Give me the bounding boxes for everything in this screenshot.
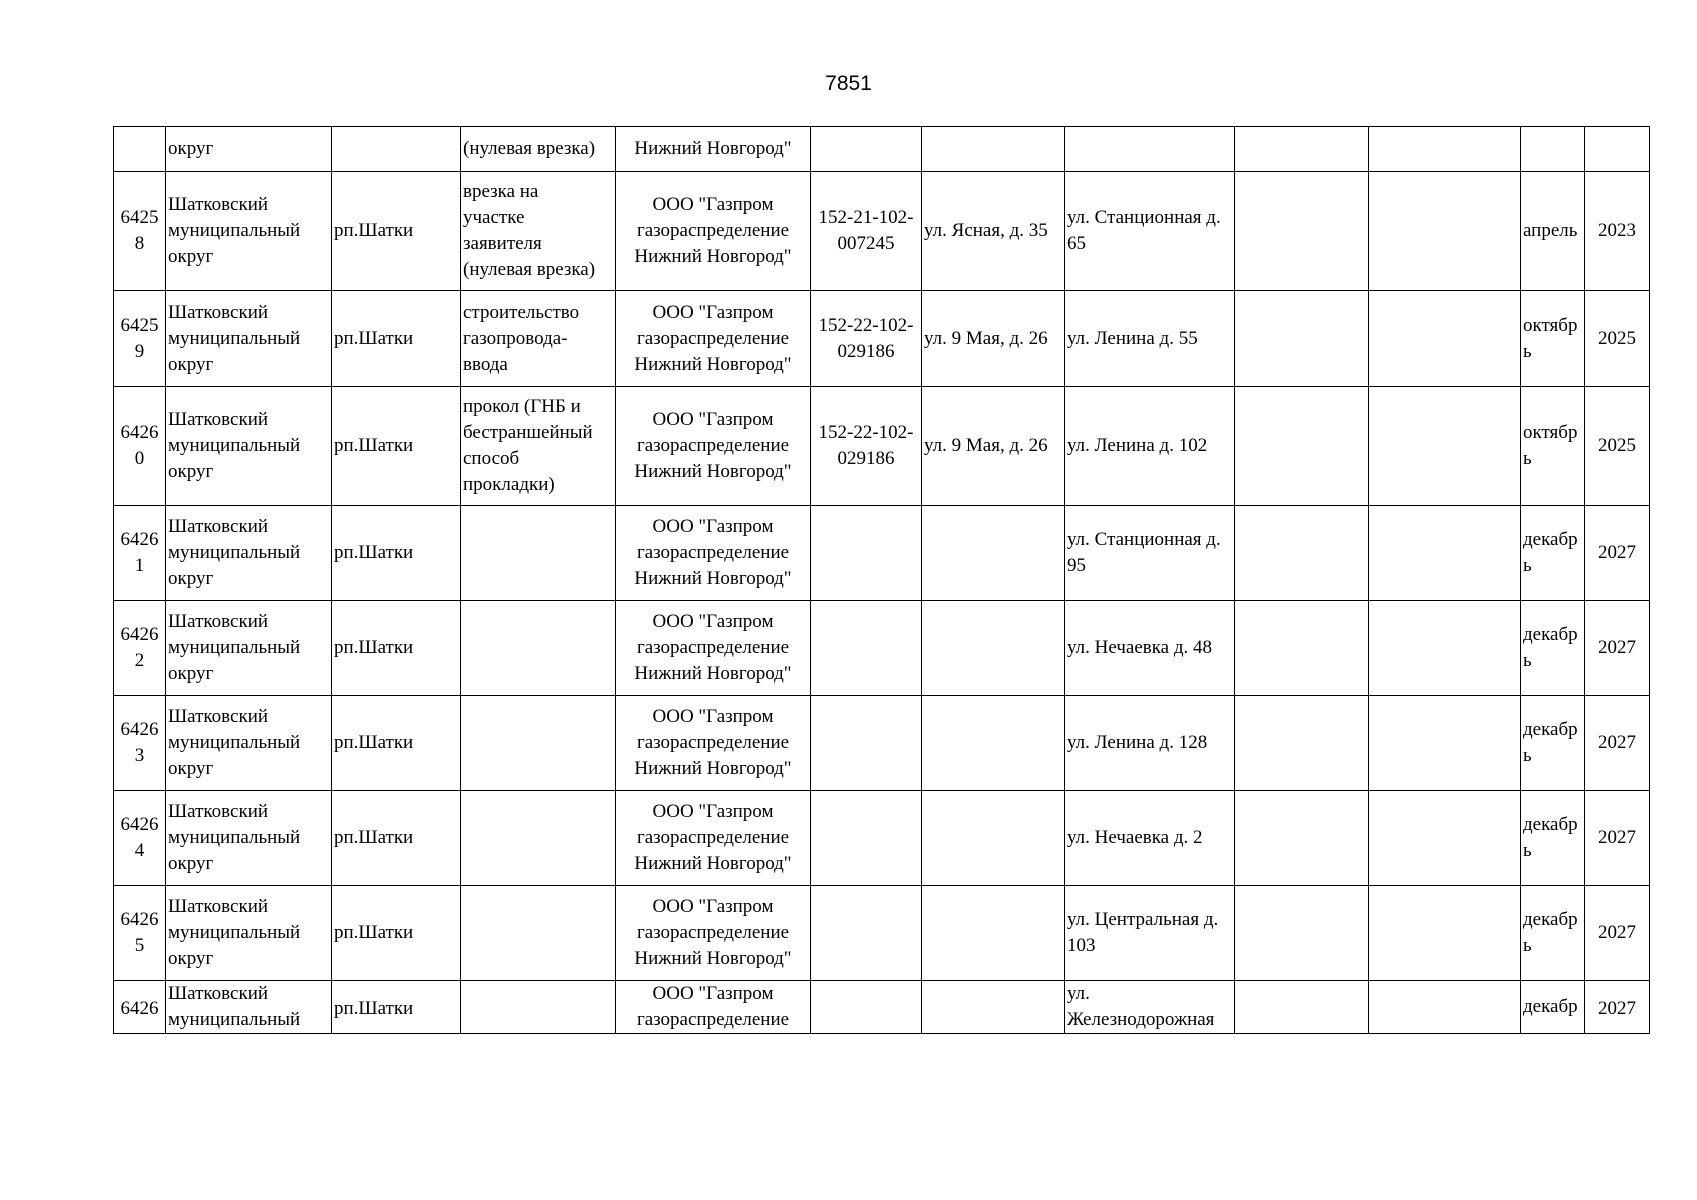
cell-text-line: ул. Ленина д. 128 [1067, 732, 1208, 753]
cell-text-line: ь [1523, 448, 1532, 469]
cell-text-line: округ [168, 353, 214, 375]
cell-empty [1369, 387, 1521, 506]
cell-text-line: ул. Ленина д. 102 [1067, 435, 1208, 456]
cell-empty [1235, 506, 1369, 601]
cell-code [811, 291, 922, 387]
cell-month [1521, 601, 1585, 696]
cell-text-line: ООО "Газпром [652, 409, 774, 430]
cell-month [1521, 127, 1585, 172]
cell-number [114, 886, 166, 981]
cell-year [1585, 127, 1650, 172]
cell-text: рп.Шатки [334, 922, 414, 943]
cell-number [114, 791, 166, 886]
cell-text-line: муниципальный [168, 327, 301, 349]
cell-work-type [461, 387, 616, 506]
cell-text: 2027 [1598, 998, 1636, 1019]
cell-number [114, 387, 166, 506]
cell-year [1585, 886, 1650, 981]
cell-text-line: 6426 [120, 624, 159, 645]
cell-text-line: заявителя [463, 233, 542, 254]
cell-text-line: способ [463, 448, 520, 469]
cell-work-type [461, 696, 616, 791]
cell-from-address [922, 127, 1065, 172]
cell-work-type [461, 127, 616, 172]
cell-text: рп.Шатки [334, 327, 414, 349]
cell-text-line: Шатковский [168, 194, 269, 215]
cell-text-line: ООО "Газпром [652, 983, 774, 1004]
cell-from-address [922, 886, 1065, 981]
cell-district [166, 506, 332, 601]
cell-text-line: Железнодорожная [1067, 1009, 1215, 1030]
cell-month [1521, 791, 1585, 886]
cell-district [166, 291, 332, 387]
cell-text-line: газораспределение [636, 435, 790, 456]
cell-text-line: 5 [134, 935, 145, 956]
cell-text-line: газораспределение [636, 327, 790, 349]
cell-organization [616, 886, 811, 981]
cell-text-line: ООО "Газпром [652, 896, 774, 917]
cell-text-line: Шатковский [168, 896, 269, 917]
cell-text-line: ООО "Газпром [652, 706, 774, 727]
cell-from-address [922, 696, 1065, 791]
cell-text-line: муниципальный [168, 827, 301, 848]
cell-text-line: ООО "Газпром [652, 611, 774, 632]
cell-text-line: ООО "Газпром [652, 516, 774, 537]
cell-empty [1235, 601, 1369, 696]
cell-text-line: 8 [134, 233, 145, 254]
cell-text-line: (нулевая врезка) [463, 138, 596, 159]
cell-empty [1369, 791, 1521, 886]
cell-year [1585, 601, 1650, 696]
cell-text: рп.Шатки [334, 827, 414, 848]
cell-settlement [332, 886, 461, 981]
cell-text-line: газопровода- [463, 327, 568, 349]
cell-text-line: Нижний Новгород" [634, 948, 792, 969]
cell-text-line: Нижний Новгород" [634, 461, 792, 482]
cell-text: 2027 [1598, 827, 1636, 848]
cell-to-address [1065, 601, 1235, 696]
cell-text-line: Нижний Новгород" [634, 138, 792, 159]
cell-text-line: декабр [1523, 814, 1578, 835]
cell-text-line: газораспределение [636, 1009, 790, 1030]
cell-text-line: ООО "Газпром [652, 301, 774, 323]
cell-number [114, 981, 166, 1034]
cell-code [811, 791, 922, 886]
cell-district [166, 127, 332, 172]
cell-text-line: газораспределение [636, 732, 790, 753]
cell-work-type [461, 886, 616, 981]
cell-text-line: декабр [1523, 996, 1578, 1017]
cell-text: рп.Шатки [334, 637, 414, 658]
cell-month [1521, 886, 1585, 981]
cell-text-line: октябр [1523, 314, 1578, 336]
cell-text-line: октябр [1523, 422, 1578, 443]
cell-text-line: Шатковский [168, 706, 269, 727]
cell-text-line: декабр [1523, 909, 1578, 930]
cell-text: 2027 [1598, 637, 1636, 658]
cell-text-line: Нижний Новгород" [634, 758, 792, 779]
cell-text-line: округ [168, 758, 214, 779]
cell-from-address [922, 506, 1065, 601]
cell-text-line: декабр [1523, 624, 1578, 645]
cell-empty [1235, 291, 1369, 387]
cell-empty [1369, 127, 1521, 172]
cell-text-line: округ [168, 853, 214, 874]
cell-text-line: ул. Ясная, д. 35 [924, 220, 1048, 241]
cell-text-line: 65 [1067, 233, 1086, 254]
table-row [114, 127, 1650, 172]
cell-month [1521, 172, 1585, 291]
cell-text-line: Нижний Новгород" [634, 353, 792, 375]
cell-text-line: 6426 [120, 909, 159, 930]
cell-month [1521, 387, 1585, 506]
cell-text-line: 6425 [120, 207, 159, 228]
cell-code [811, 506, 922, 601]
cell-text-line: участке [463, 207, 525, 228]
cell-from-address [922, 172, 1065, 291]
cell-month [1521, 981, 1585, 1034]
cell-month [1521, 291, 1585, 387]
table-row [114, 291, 1650, 387]
cell-text-line: муниципальный [168, 732, 301, 753]
cell-empty [1369, 696, 1521, 791]
cell-settlement [332, 506, 461, 601]
cell-text-line: муниципальный [168, 542, 301, 563]
cell-text-line: газораспределение [636, 220, 790, 241]
cell-text-line: газораспределение [636, 637, 790, 658]
cell-text-line: 152-21-102- [818, 207, 914, 228]
cell-number [114, 172, 166, 291]
cell-organization [616, 506, 811, 601]
cell-empty [1235, 172, 1369, 291]
cell-text-line: декабр [1523, 719, 1578, 740]
cell-text-line: 6425 [120, 314, 159, 336]
cell-year [1585, 981, 1650, 1034]
cell-work-type [461, 291, 616, 387]
cell-text-line: муниципальный [168, 1009, 301, 1030]
cell-text-line: округ [168, 948, 214, 969]
cell-text-line: Нижний Новгород" [634, 568, 792, 589]
cell-text-line: округ [168, 138, 214, 159]
cell-settlement [332, 291, 461, 387]
cell-text-line: Нижний Новгород" [634, 246, 792, 267]
table-row [114, 172, 1650, 291]
cell-month [1521, 506, 1585, 601]
cell-to-address [1065, 387, 1235, 506]
cell-organization [616, 291, 811, 387]
cell-organization [616, 601, 811, 696]
cell-work-type [461, 601, 616, 696]
cell-district [166, 387, 332, 506]
cell-settlement [332, 127, 461, 172]
cell-to-address [1065, 291, 1235, 387]
cell-code [811, 387, 922, 506]
cell-settlement [332, 387, 461, 506]
cell-month [1521, 696, 1585, 791]
table-row [114, 981, 1650, 1034]
cell-text-line: газораспределение [636, 542, 790, 563]
cell-settlement [332, 791, 461, 886]
cell-text-line: (нулевая врезка) [463, 259, 596, 280]
cell-district [166, 981, 332, 1034]
cell-code [811, 601, 922, 696]
cell-text-line: прокол (ГНБ и [463, 396, 581, 417]
cell-text: 2023 [1598, 220, 1636, 241]
cell-text-line: 95 [1067, 555, 1086, 576]
cell-text-line: декабр [1523, 529, 1578, 550]
cell-work-type [461, 172, 616, 291]
cell-organization [616, 791, 811, 886]
cell-empty [1369, 886, 1521, 981]
cell-empty [1235, 696, 1369, 791]
cell-empty [1235, 127, 1369, 172]
cell-empty [1235, 387, 1369, 506]
cell-from-address [922, 981, 1065, 1034]
cell-text-line: ь [1523, 340, 1532, 362]
cell-code [811, 127, 922, 172]
cell-text-line: 103 [1067, 935, 1096, 956]
cell-empty [1369, 172, 1521, 291]
cell-to-address [1065, 696, 1235, 791]
cell-text-line: ь [1523, 745, 1532, 766]
cell-settlement [332, 172, 461, 291]
cell-text-line: округ [168, 568, 214, 589]
cell-year [1585, 791, 1650, 886]
cell-district [166, 601, 332, 696]
cell-to-address [1065, 127, 1235, 172]
cell-district [166, 886, 332, 981]
table-row [114, 601, 1650, 696]
cell-text-line: округ [168, 663, 214, 684]
cell-text-line: 029186 [837, 340, 895, 362]
cell-to-address [1065, 791, 1235, 886]
cell-text: 2027 [1598, 732, 1636, 753]
cell-text-line: 6426 [120, 814, 159, 835]
cell-empty [1235, 981, 1369, 1034]
cell-text-line: прокладки) [463, 474, 555, 495]
cell-work-type [461, 981, 616, 1034]
cell-text-line: Шатковский [168, 516, 269, 537]
cell-empty [1369, 506, 1521, 601]
cell-number [114, 601, 166, 696]
cell-organization [616, 387, 811, 506]
cell-from-address [922, 387, 1065, 506]
cell-text-line: 1 [134, 555, 145, 576]
cell-text-line: муниципальный [168, 220, 301, 241]
cell-text-line: Нижний Новгород" [634, 663, 792, 684]
cell-from-address [922, 601, 1065, 696]
cell-text: 2027 [1598, 542, 1636, 563]
cell-text-line: ООО "Газпром [652, 801, 774, 822]
cell-work-type [461, 791, 616, 886]
cell-work-type [461, 506, 616, 601]
cell-year [1585, 172, 1650, 291]
cell-district [166, 172, 332, 291]
cell-text-line: округ [168, 461, 214, 482]
table-row [114, 791, 1650, 886]
cell-district [166, 696, 332, 791]
cell-empty [1235, 791, 1369, 886]
cell-text-line: округ [168, 246, 214, 267]
cell-text-line: муниципальный [168, 637, 301, 658]
cell-text-line: 6426 [120, 529, 159, 550]
table-body [114, 127, 1650, 1034]
table-row [114, 387, 1650, 506]
cell-text-line: газораспределение [636, 827, 790, 848]
cell-text-line: Шатковский [168, 983, 269, 1004]
cell-text-line: ввода [463, 353, 508, 375]
cell-text-line: ООО "Газпром [652, 194, 774, 215]
cell-organization [616, 981, 811, 1034]
cell-text-line: Шатковский [168, 801, 269, 822]
cell-number [114, 506, 166, 601]
cell-text: рп.Шатки [334, 220, 414, 241]
cell-text-line: ул. [1067, 983, 1090, 1004]
cell-text-line: 152-22-102- [818, 422, 914, 443]
cell-code [811, 981, 922, 1034]
cell-text-line: муниципальный [168, 435, 301, 456]
cell-text-line: бестраншейный [463, 422, 593, 443]
cell-text-line: апрель [1523, 220, 1578, 241]
cell-year [1585, 387, 1650, 506]
cell-text: 2025 [1598, 327, 1636, 349]
cell-text-line: ул. Нечаевка д. 48 [1067, 637, 1213, 658]
cell-text-line: Шатковский [168, 409, 269, 430]
table-row [114, 506, 1650, 601]
cell-text-line: 6426 [120, 719, 159, 740]
cell-text-line: Нижний Новгород" [634, 853, 792, 874]
cell-text: рп.Шатки [334, 435, 414, 456]
cell-empty [1369, 981, 1521, 1034]
cell-text: 2025 [1598, 435, 1636, 456]
cell-text-line: ул. Ленина д. 55 [1067, 327, 1198, 349]
cell-text-line: Шатковский [168, 611, 269, 632]
cell-code [811, 172, 922, 291]
cell-text-line: 4 [134, 840, 145, 861]
cell-text-line: 007245 [837, 233, 895, 254]
cell-to-address [1065, 981, 1235, 1034]
cell-text-line: 0 [134, 448, 145, 469]
cell-to-address [1065, 172, 1235, 291]
cell-text-line: ул. Центральная д. [1067, 909, 1219, 930]
table-row [114, 886, 1650, 981]
cell-number [114, 291, 166, 387]
cell-text-line: муниципальный [168, 922, 301, 943]
cell-text-line: ь [1523, 935, 1532, 956]
cell-settlement [332, 981, 461, 1034]
cell-year [1585, 506, 1650, 601]
cell-district [166, 791, 332, 886]
cell-text-line: врезка на [463, 181, 539, 202]
cell-from-address [922, 291, 1065, 387]
cell-organization [616, 127, 811, 172]
table-row [114, 696, 1650, 791]
cell-text-line: 152-22-102- [818, 314, 914, 336]
cell-organization [616, 172, 811, 291]
cell-text-line: строительство [463, 301, 580, 323]
cell-text: рп.Шатки [334, 542, 414, 563]
cell-organization [616, 696, 811, 791]
cell-number [114, 127, 166, 172]
cell-text-line: 9 [134, 340, 145, 362]
cell-text-line: 3 [134, 745, 145, 766]
page-number: 7851 [825, 72, 872, 95]
cell-text-line: 029186 [837, 448, 895, 469]
cell-empty [1235, 886, 1369, 981]
cell-text: рп.Шатки [334, 732, 414, 753]
cell-text-line: Шатковский [168, 301, 269, 323]
cell-to-address [1065, 506, 1235, 601]
cell-text: рп.Шатки [334, 998, 414, 1019]
cell-text-line: ул. Станционная д. [1067, 529, 1221, 550]
cell-number [114, 696, 166, 791]
cell-text-line: ул. 9 Мая, д. 26 [924, 435, 1048, 456]
cell-text-line: ь [1523, 650, 1532, 671]
cell-text-line: ул. 9 Мая, д. 26 [924, 327, 1048, 349]
cell-text-line: 2 [134, 650, 145, 671]
data-table [113, 126, 1650, 1034]
cell-settlement [332, 601, 461, 696]
cell-text-line: ул. Нечаевка д. 2 [1067, 827, 1203, 848]
cell-year [1585, 696, 1650, 791]
cell-text-line: ь [1523, 555, 1532, 576]
cell-text-line: 6426 [120, 998, 159, 1019]
cell-year [1585, 291, 1650, 387]
cell-text: 2027 [1598, 922, 1636, 943]
cell-text-line: 6426 [120, 422, 159, 443]
cell-from-address [922, 791, 1065, 886]
cell-settlement [332, 696, 461, 791]
cell-code [811, 886, 922, 981]
cell-text-line: ь [1523, 840, 1532, 861]
cell-code [811, 696, 922, 791]
cell-empty [1369, 291, 1521, 387]
cell-to-address [1065, 886, 1235, 981]
cell-empty [1369, 601, 1521, 696]
cell-text-line: ул. Станционная д. [1067, 207, 1221, 228]
cell-text-line: газораспределение [636, 922, 790, 943]
